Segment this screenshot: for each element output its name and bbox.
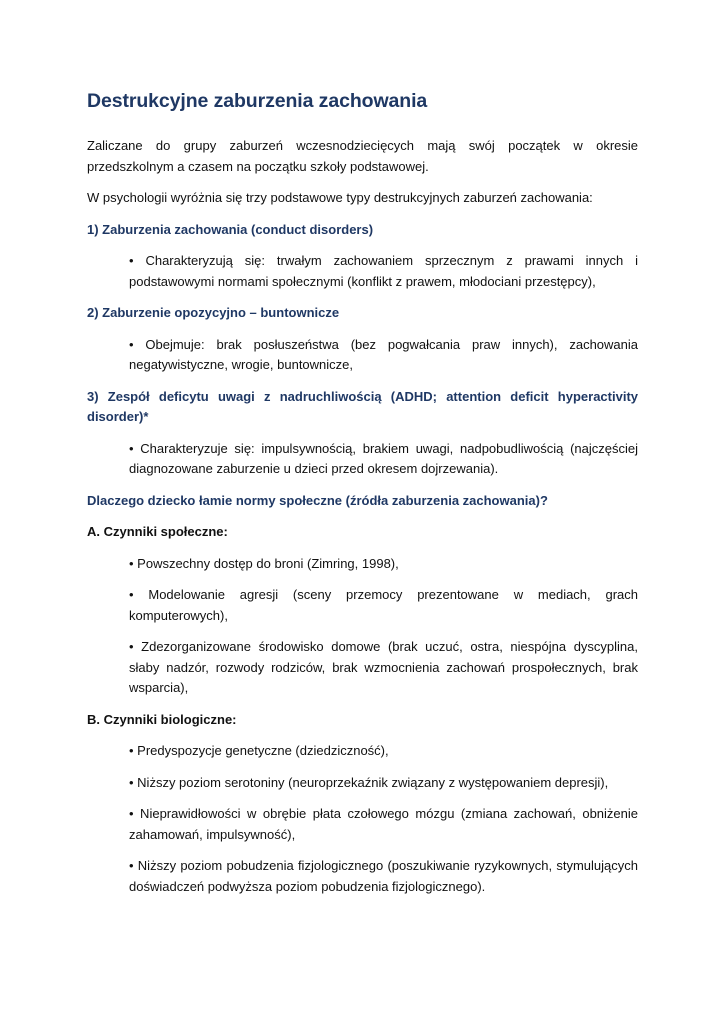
- biological-factor-item: • Predyspozycje genetyczne (dziedziczność),: [129, 743, 389, 758]
- social-factors-heading: A. Czynniki społeczne:: [87, 524, 228, 539]
- types-intro-paragraph: W psychologii wyróżnia się trzy podstawowe typy destrukcyjnych zaburzeń zachowania:: [87, 190, 593, 205]
- intro-paragraph: Zaliczane do grupy zaburzeń wczesnodziecięcych mają swój początek w okresie przedszkolnym a czasem na początku szkoły podstawowej.: [87, 138, 638, 174]
- social-factor-item: • Zdezorganizowane środowisko domowe (brak uczuć, ostra, niespójna dyscyplina, słaby nadzór, rozwody rodziców, brak wzmocnienia zachowań prospołecznych, brak wsparcia),: [129, 639, 638, 695]
- document-title: Destrukcyjne zaburzenia zachowania: [87, 90, 428, 112]
- type-2-heading: 2) Zaburzenie opozycyjno – buntownicze: [87, 305, 340, 320]
- type-1-heading: 1) Zaburzenia zachowania (conduct disorders): [87, 221, 374, 237]
- type-3-heading: 3) Zespół deficytu uwagi z nadruchliwością (ADHD; attention deficit hyperactivity disorder)*: [87, 388, 638, 424]
- social-factor-item: • Modelowanie agresji (sceny przemocy prezentowane w mediach, grach komputerowych),: [129, 587, 638, 623]
- biological-factor-item: • Niższy poziom serotoniny (neuroprzekaźnik związany z występowaniem depresji),: [129, 774, 609, 790]
- social-factor-item: • Powszechny dostęp do broni (Zimring, 1998),: [129, 555, 399, 571]
- type-2-description: • Obejmuje: brak posłuszeństwa (bez pogwałcania praw innych), zachowania negatywistyczne, wrogie, buntownicze,: [129, 336, 638, 372]
- biological-factor-item: • Niższy poziom pobudzenia fizjologicznego (poszukiwanie ryzykownych, stymulujących doświadczeń podwyższa poziom pobudzenia fizjologicznego).: [129, 858, 638, 894]
- type-1-description: • Charakteryzują się: trwałym zachowaniem sprzecznym z prawami innych i podstawowymi normami społecznymi (konflikt z prawem, młodociani przestępcy),: [129, 253, 638, 289]
- type-3-description: • Charakteryzuje się: impulsywnością, brakiem uwagi, nadpobudliwością (najczęściej diagnozowane zaburzenie u dzieci przed okresem dojrzewania).: [129, 440, 638, 476]
- biological-factors-heading: B. Czynniki biologiczne:: [87, 711, 237, 727]
- question-heading: Dlaczego dziecko łamie normy społeczne (źródła zaburzenia zachowania)?: [87, 492, 548, 508]
- biological-factor-item: • Nieprawidłowości w obrębie płata czołowego mózgu (zmiana zachowań, obniżenie zahamowań, impulsywność),: [129, 806, 638, 842]
- document-page: [87, 86, 638, 897]
